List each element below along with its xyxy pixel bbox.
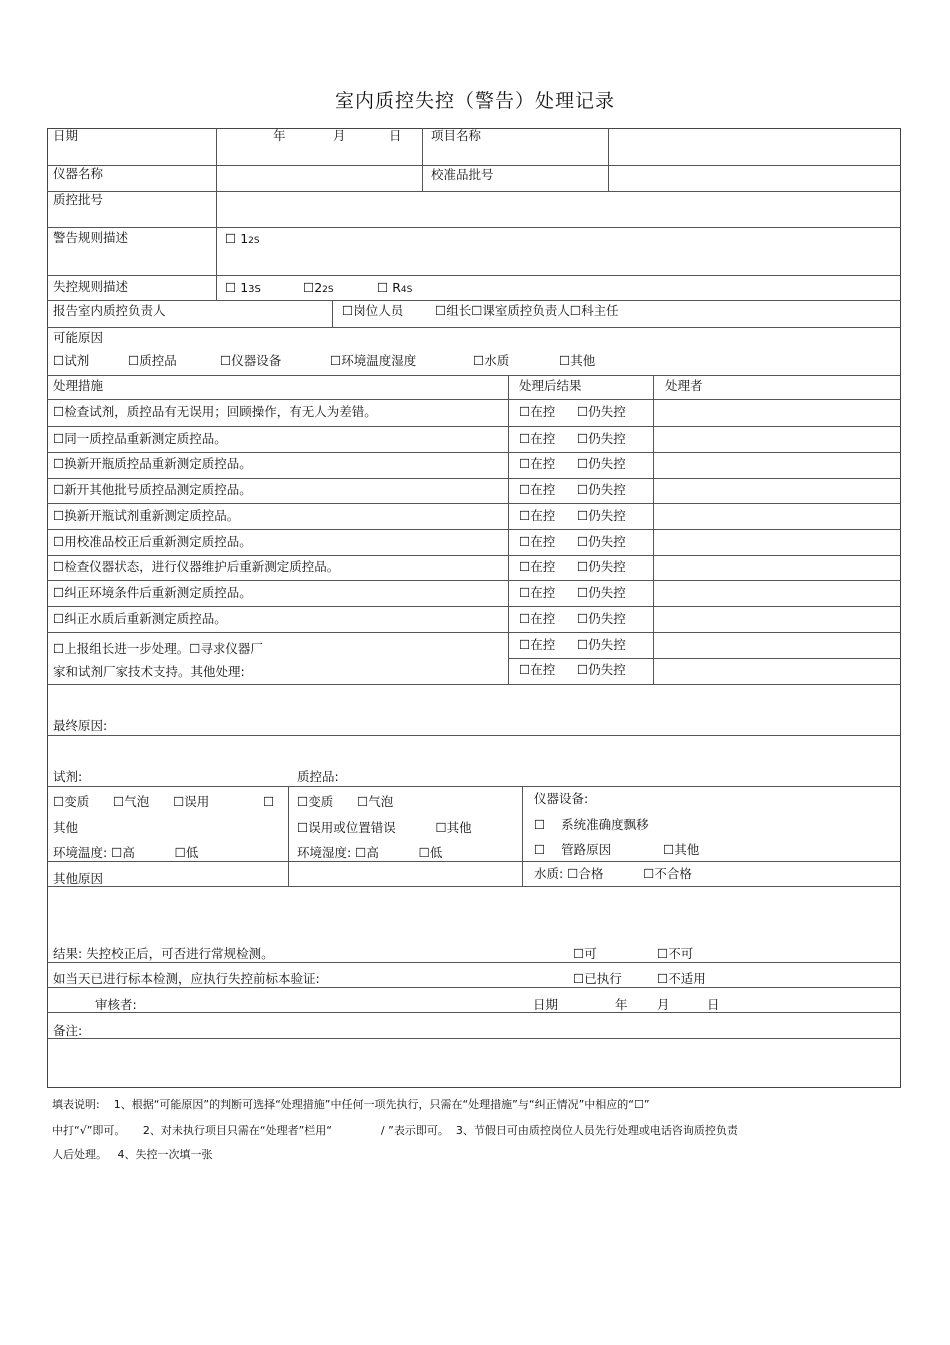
instructions-line-1: 填表说明: 1、根据“可能原因”的判断可选择“处理措施”中任何一项先执行，只需在“处理措施”与“纠正情况”中相应的“☐” xyxy=(52,1098,650,1111)
out-rule-option-1[interactable] xyxy=(225,280,261,298)
row-divider xyxy=(47,503,901,504)
day-label: 日 xyxy=(389,128,402,143)
row-divider xyxy=(47,886,901,887)
in-control-option[interactable]: ☐在控 xyxy=(519,637,556,652)
rule-number: 2 xyxy=(314,280,323,295)
in-control-option[interactable]: ☐在控 xyxy=(519,456,556,471)
env-temperature-options[interactable]: 环境温度: ☐高 ☐低 xyxy=(53,845,199,860)
col-divider xyxy=(216,128,217,300)
row-divider xyxy=(47,606,901,607)
measure-item-continued: 家和试剂厂家技术支持。其他处理: xyxy=(53,664,245,679)
row-divider xyxy=(47,1012,901,1013)
col-divider xyxy=(422,128,423,191)
out-control-option[interactable]: ☐仍失控 xyxy=(577,456,626,471)
date-label: 日期 xyxy=(53,128,79,143)
instrument-drift-option[interactable]: ☐ 系统准确度飘移 xyxy=(534,817,649,832)
not-applicable-option[interactable]: ☐不适用 xyxy=(657,971,706,986)
rule-number: 1 xyxy=(240,280,249,295)
instrument-other-option[interactable]: ☐其他 xyxy=(663,842,700,857)
in-control-option[interactable]: ☐在控 xyxy=(519,508,556,523)
measure-column-header: 处理措施 xyxy=(53,378,104,393)
out-control-option[interactable]: ☐仍失控 xyxy=(577,559,626,574)
cause-option[interactable]: ☐质控品 xyxy=(128,353,177,368)
row-divider xyxy=(47,580,901,581)
row-divider xyxy=(47,962,901,963)
in-control-option[interactable]: ☐在控 xyxy=(519,559,556,574)
row-divider xyxy=(47,786,901,787)
instrument-pipe-option[interactable]: ☐ 管路原因 xyxy=(534,842,612,857)
verify-text: 如当天已进行标本检测，应执行失控前标本验证: xyxy=(53,971,320,986)
warning-rule-label: 警告规则描述 xyxy=(53,230,129,245)
measure-item[interactable]: ☐检查试剂，质控品有无误用；回顾操作，有无人为差错。 xyxy=(53,404,377,419)
calibrator-lot-label: 校准品批号 xyxy=(431,167,494,182)
row-divider xyxy=(47,478,901,479)
row-divider xyxy=(47,861,901,862)
out-rule-label: 失控规则描述 xyxy=(53,279,129,294)
measure-item[interactable]: ☐上报组长进一步处理。☐寻求仪器厂 xyxy=(53,641,263,656)
instrument-label: 仪器设备: xyxy=(534,791,589,806)
row-divider xyxy=(508,658,901,659)
review-day-label: 日 xyxy=(707,997,720,1012)
row-divider xyxy=(47,375,901,376)
out-control-option[interactable]: ☐仍失控 xyxy=(577,637,626,652)
cause-option[interactable]: ☐环境温度湿度 xyxy=(330,353,417,368)
in-control-option[interactable]: ☐在控 xyxy=(519,431,556,446)
executed-option[interactable]: ☐已执行 xyxy=(573,971,622,986)
row-divider xyxy=(47,555,901,556)
row-divider xyxy=(47,399,901,400)
cause-option[interactable]: ☐水质 xyxy=(473,353,510,368)
reporter-options[interactable]: ☐岗位人员 ☐组长☐课室质控负责人☐科主任 xyxy=(342,303,619,318)
col-divider xyxy=(522,786,523,886)
rule-subscript: 2S xyxy=(248,236,260,246)
qc-options-1[interactable]: ☐变质 ☐气泡 xyxy=(297,794,394,809)
water-quality-options[interactable]: 水质: ☐合格 ☐不合格 xyxy=(534,866,692,881)
measure-item[interactable]: ☐纠正水质后重新测定质控品。 xyxy=(53,611,227,626)
row-divider xyxy=(47,529,901,530)
col-divider xyxy=(332,300,333,327)
rule-subscript: 3S xyxy=(248,284,261,295)
qc-options-2[interactable]: ☐误用或位置错误 ☐其他 xyxy=(297,820,472,835)
row-divider xyxy=(47,165,901,166)
checkbox-icon[interactable]: ☐ xyxy=(225,231,237,246)
cause-option[interactable]: ☐仪器设备 xyxy=(220,353,282,368)
env-humidity-options[interactable]: 环境湿度: ☐高 ☐低 xyxy=(297,845,443,860)
measure-item[interactable]: ☐同一质控品重新测定质控品。 xyxy=(53,431,227,446)
row-divider xyxy=(47,1038,901,1039)
result-text: 结果: 失控校正后，可否进行常规检测。 xyxy=(53,946,274,961)
row-divider xyxy=(47,987,901,988)
out-control-option[interactable]: ☐仍失控 xyxy=(577,611,626,626)
project-name-label: 项目名称 xyxy=(431,128,482,143)
reviewer-label: 审核者: xyxy=(95,997,137,1012)
cause-option[interactable]: ☐其他 xyxy=(559,353,596,368)
in-control-option[interactable]: ☐在控 xyxy=(519,662,556,677)
review-year-label: 年 xyxy=(615,997,628,1012)
year-label: 年 xyxy=(273,128,286,143)
row-divider xyxy=(47,300,901,301)
reporter-label: 报告室内质控负责人 xyxy=(53,303,166,318)
out-control-option[interactable]: ☐仍失控 xyxy=(577,585,626,600)
reagent-other-checkbox[interactable]: ☐ xyxy=(263,794,275,809)
review-date-label: 日期 xyxy=(533,997,559,1012)
row-divider xyxy=(47,275,901,276)
in-control-option[interactable]: ☐在控 xyxy=(519,482,556,497)
out-control-option[interactable]: ☐仍失控 xyxy=(577,431,626,446)
instrument-name-label: 仪器名称 xyxy=(53,166,104,181)
instructions-line-2: 中打“√”即可。 2、对未执行项目只需在“处理者”栏用“ / ”表示即可。 3、节假日可由质控岗位人员先行处理或电话咨询质控负责 xyxy=(52,1124,738,1137)
checkbox-icon[interactable]: ☐ xyxy=(377,280,389,295)
in-control-option[interactable]: ☐在控 xyxy=(519,611,556,626)
col-divider xyxy=(508,375,509,684)
out-control-option[interactable]: ☐仍失控 xyxy=(577,534,626,549)
reagent-label: 试剂: xyxy=(53,769,83,784)
result-column-header: 处理后结果 xyxy=(519,378,582,393)
other-cause-label: 其他原因 xyxy=(53,871,104,886)
row-divider xyxy=(47,327,901,328)
checkbox-icon[interactable]: ☐ xyxy=(225,280,237,295)
out-control-option[interactable]: ☐仍失控 xyxy=(577,482,626,497)
out-control-option[interactable]: ☐仍失控 xyxy=(577,662,626,677)
warning-rule-option[interactable] xyxy=(225,231,260,249)
cannot-option[interactable]: ☐不可 xyxy=(657,946,694,961)
in-control-option[interactable]: ☐在控 xyxy=(519,404,556,419)
col-divider xyxy=(608,128,609,191)
cause-option[interactable]: ☐试剂 xyxy=(53,353,90,368)
col-divider xyxy=(288,786,289,886)
out-rule-option-2[interactable] xyxy=(303,280,334,298)
row-divider xyxy=(47,227,901,228)
month-label: 月 xyxy=(333,128,346,143)
measure-item[interactable]: ☐换新开瓶试剂重新测定质控品。 xyxy=(53,508,240,523)
measure-item[interactable]: ☐检查仪器状态，进行仪器维护后重新测定质控品。 xyxy=(53,559,340,574)
rule-subscript: 4S xyxy=(400,285,413,295)
can-option[interactable]: ☐可 xyxy=(573,946,597,961)
record-form xyxy=(47,128,901,1088)
remark-label: 备注: xyxy=(53,1023,83,1038)
reagent-other-label: 其他 xyxy=(53,820,79,835)
out-control-option[interactable]: ☐仍失控 xyxy=(577,508,626,523)
out-control-option[interactable]: ☐仍失控 xyxy=(577,404,626,419)
rule-subscript: 2S xyxy=(322,285,334,295)
row-divider xyxy=(47,632,901,633)
measure-item[interactable]: ☐新开其他批号质控品测定质控品。 xyxy=(53,482,252,497)
row-divider xyxy=(47,684,901,685)
rule-number: R xyxy=(392,280,401,295)
possible-cause-label: 可能原因 xyxy=(53,330,104,345)
row-divider xyxy=(47,191,901,192)
qc-material-label: 质控品: xyxy=(297,769,339,784)
final-cause-label: 最终原因: xyxy=(53,718,108,733)
in-control-option[interactable]: ☐在控 xyxy=(519,585,556,600)
form-title: 室内质控失控（警告）处理记录 xyxy=(334,90,615,112)
row-divider xyxy=(47,452,901,453)
measure-item[interactable]: ☐用校准品校正后重新测定质控品。 xyxy=(53,534,252,549)
qc-lot-label: 质控批号 xyxy=(53,192,104,207)
reagent-options[interactable]: ☐变质 ☐气泡 ☐误用 xyxy=(53,794,210,809)
row-divider xyxy=(47,426,901,427)
measure-item[interactable]: ☐换新开瓶质控品重新测定质控品。 xyxy=(53,456,252,471)
review-month-label: 月 xyxy=(657,997,670,1012)
row-divider xyxy=(47,735,901,736)
measure-item[interactable]: ☐纠正环境条件后重新测定质控品。 xyxy=(53,585,252,600)
in-control-option[interactable]: ☐在控 xyxy=(519,534,556,549)
handler-column-header: 处理者 xyxy=(665,378,703,393)
checkbox-icon[interactable]: ☐ xyxy=(303,280,315,295)
out-rule-option-3[interactable] xyxy=(377,280,412,298)
col-divider xyxy=(653,375,654,684)
instructions-line-3: 人后处理。 4、失控一次填一张 xyxy=(52,1148,213,1161)
rule-number: 1 xyxy=(240,231,249,246)
